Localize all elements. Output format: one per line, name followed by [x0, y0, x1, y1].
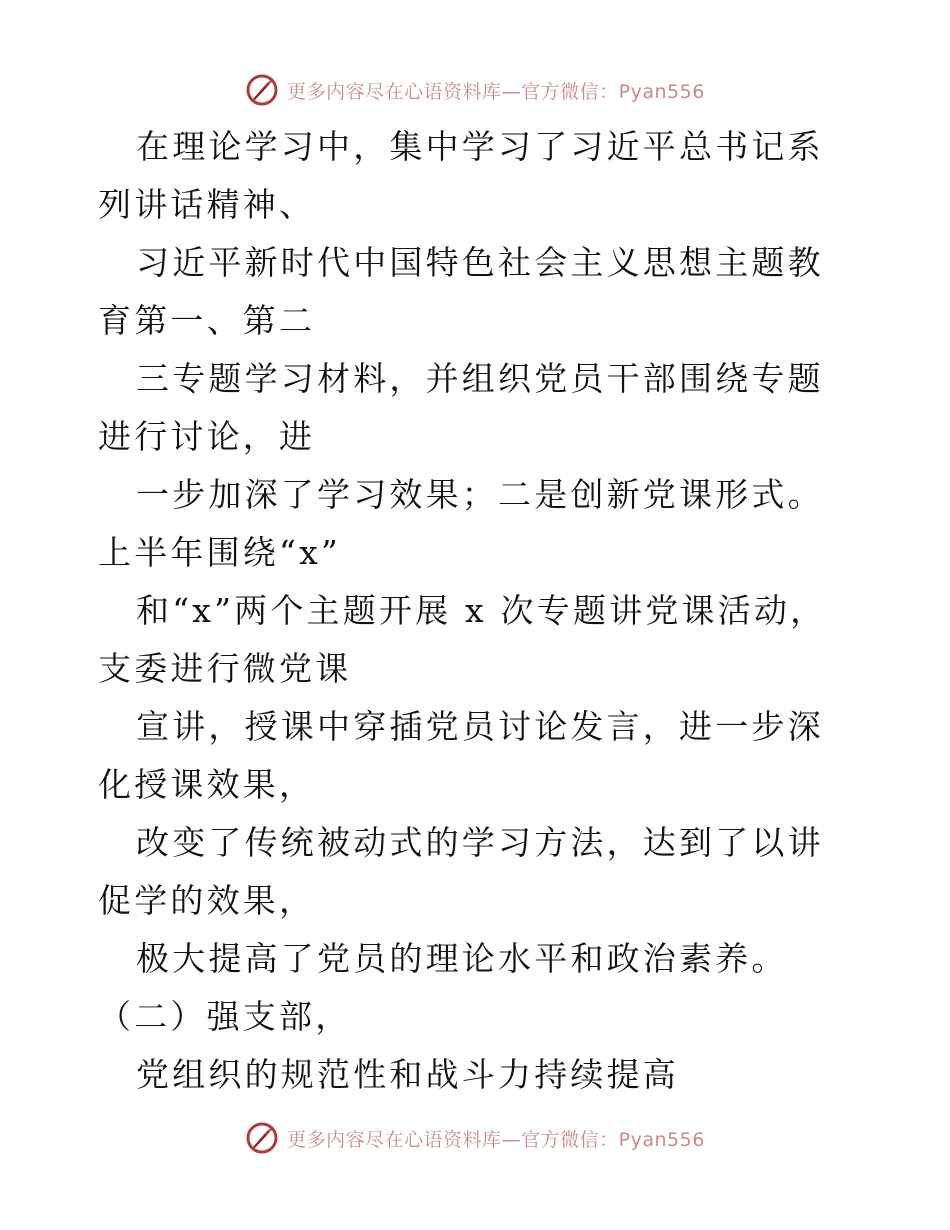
document-body	[98, 118, 858, 1104]
feather-pen-logo-icon	[245, 1121, 279, 1155]
header-watermark	[0, 70, 950, 110]
paragraph: 改变了传统被动式的学习方法，达到了以讲促学的效果，	[98, 823, 824, 920]
paragraph: 三专题学习材料，并组织党员干部围绕专题进行讨论，进	[98, 359, 824, 456]
paragraph: 党组织的规范性和战斗力持续提高	[136, 1055, 679, 1094]
watermark-text: 更多内容尽在心语资料库—官方微信：Pyan556	[287, 1128, 705, 1151]
paragraph: 极大提高了党员的理论水平和政治素养。（二）强支部，	[98, 939, 788, 1036]
footer-watermark	[0, 1118, 950, 1158]
paragraph: 宣讲，授课中穿插党员讨论发言，进一步深化授课效果，	[98, 707, 824, 804]
paragraph: 习近平新时代中国特色社会主义思想主题教育第一、第二	[98, 243, 824, 340]
paragraph: 在理论学习中，集中学习了习近平总书记系列讲话精神、	[98, 127, 824, 224]
paragraph: 和“x”两个主题开展 x 次专题讲党课活动，支委进行微党课	[98, 591, 827, 688]
feather-pen-logo-icon	[245, 73, 279, 107]
watermark-text: 更多内容尽在心语资料库—官方微信：Pyan556	[287, 80, 705, 103]
paragraph: 一步加深了学习效果；二是创新党课形式。上半年围绕“x”	[98, 475, 824, 572]
